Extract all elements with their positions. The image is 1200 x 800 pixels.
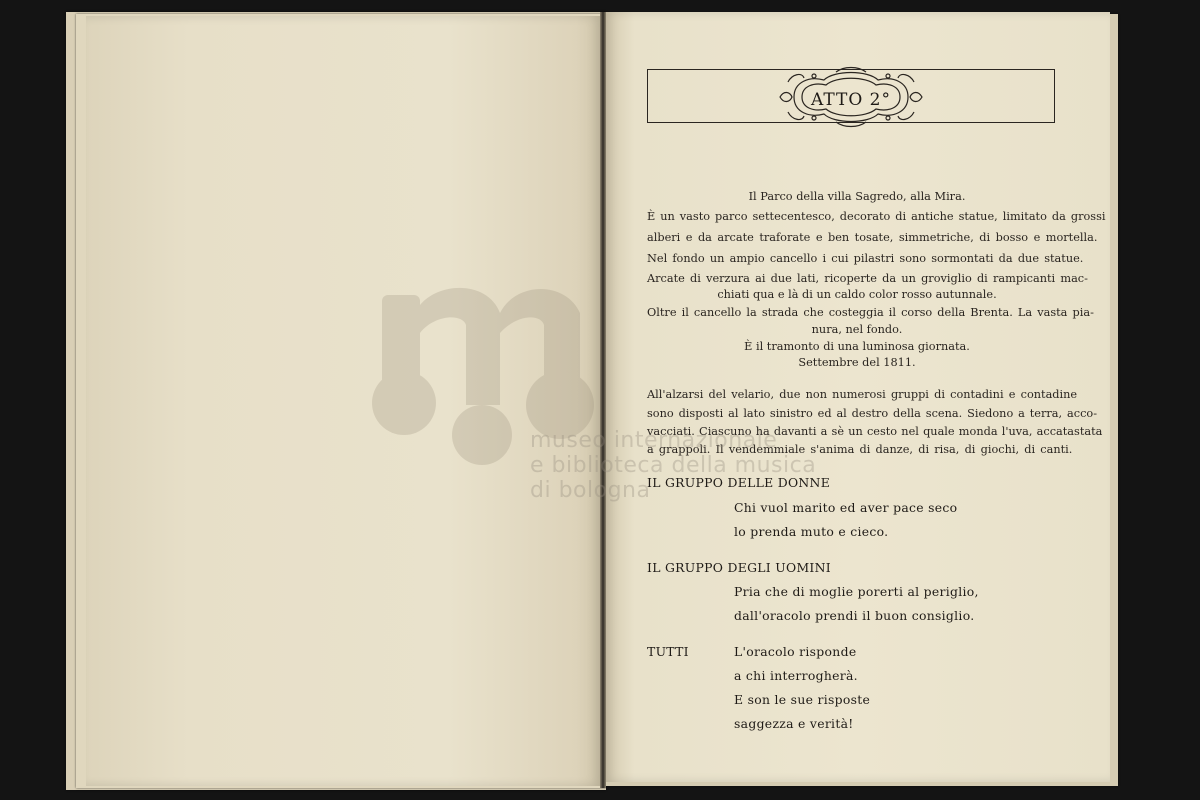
watermark-text bbox=[530, 428, 816, 503]
verse-donne-2: lo prenda muto e cieco. bbox=[734, 524, 889, 539]
setting-line-10: Settembre del 1811. bbox=[798, 356, 916, 369]
speaker-tutti: TUTTI bbox=[647, 644, 689, 659]
setting-line-5: Arcate di verzura ai due lati, ricoperte da un groviglio di rampicanti mac- bbox=[647, 272, 1088, 285]
verse-uomini-1: Pria che di moglie porerti al periglio, bbox=[734, 584, 979, 599]
verse-tutti-4: saggezza e verità! bbox=[734, 716, 854, 731]
act-title: ATTO 2° bbox=[811, 90, 891, 110]
watermark-line-3: di bologna bbox=[530, 478, 651, 503]
setting-line-7: Oltre il cancello la strada che costeggia il corso della Brenta. La vasta pia- bbox=[647, 306, 1094, 319]
stage-line-1: All'alzarsi del velario, due non numerosi gruppi di contadini e contadine bbox=[647, 388, 1078, 401]
speaker-donne: IL GRUPPO DELLE DONNE bbox=[647, 475, 831, 490]
setting-line-2: È un vasto parco settecentesco, decorato di antiche statue, limitato da grossi bbox=[647, 210, 1106, 223]
verse-tutti-3: E son le sue risposte bbox=[734, 692, 871, 707]
setting-line-1: Il Parco della villa Sagredo, alla Mira. bbox=[748, 190, 966, 203]
setting-line-4: Nel fondo un ampio cancello i cui pilastri sono sormontati da due statue. bbox=[647, 252, 1084, 265]
act-header-box bbox=[647, 69, 1055, 123]
verse-tutti-1: L'oracolo risponde bbox=[734, 644, 857, 659]
right-page bbox=[604, 12, 1110, 782]
watermark-line-2: e biblioteca della musica bbox=[530, 453, 817, 478]
stage-line-3: vacciati. Ciascuno ha davanti a sè un cesto nel quale monda l'uva, accatastata bbox=[647, 425, 1103, 438]
verse-donne-1: Chi vuol marito ed aver pace seco bbox=[734, 500, 958, 515]
stage-line-4: a grappoli. Il vendemmiale s'anima di danze, di risa, di giochi, di canti. bbox=[647, 443, 1073, 456]
speaker-uomini: IL GRUPPO DEGLI UOMINI bbox=[647, 560, 831, 575]
setting-line-3: alberi e da arcate traforate e ben tosate, simmetriche, di bosso e mortella. bbox=[647, 231, 1098, 244]
verse-tutti-2: a chi interrogherà. bbox=[734, 668, 858, 683]
setting-line-8: nura, nel fondo. bbox=[811, 323, 903, 336]
verse-uomini-2: dall'oracolo prendi il buon consiglio. bbox=[734, 608, 975, 623]
watermark-line-1: museo internazionale bbox=[530, 428, 778, 453]
stage-line-2: sono disposti al lato sinistro ed al destro della scena. Siedono a terra, acco- bbox=[647, 407, 1098, 420]
setting-line-6: chiati qua e là di un caldo color rosso autunnale. bbox=[717, 288, 997, 301]
setting-line-9: È il tramonto di una luminosa giornata. bbox=[744, 340, 970, 353]
